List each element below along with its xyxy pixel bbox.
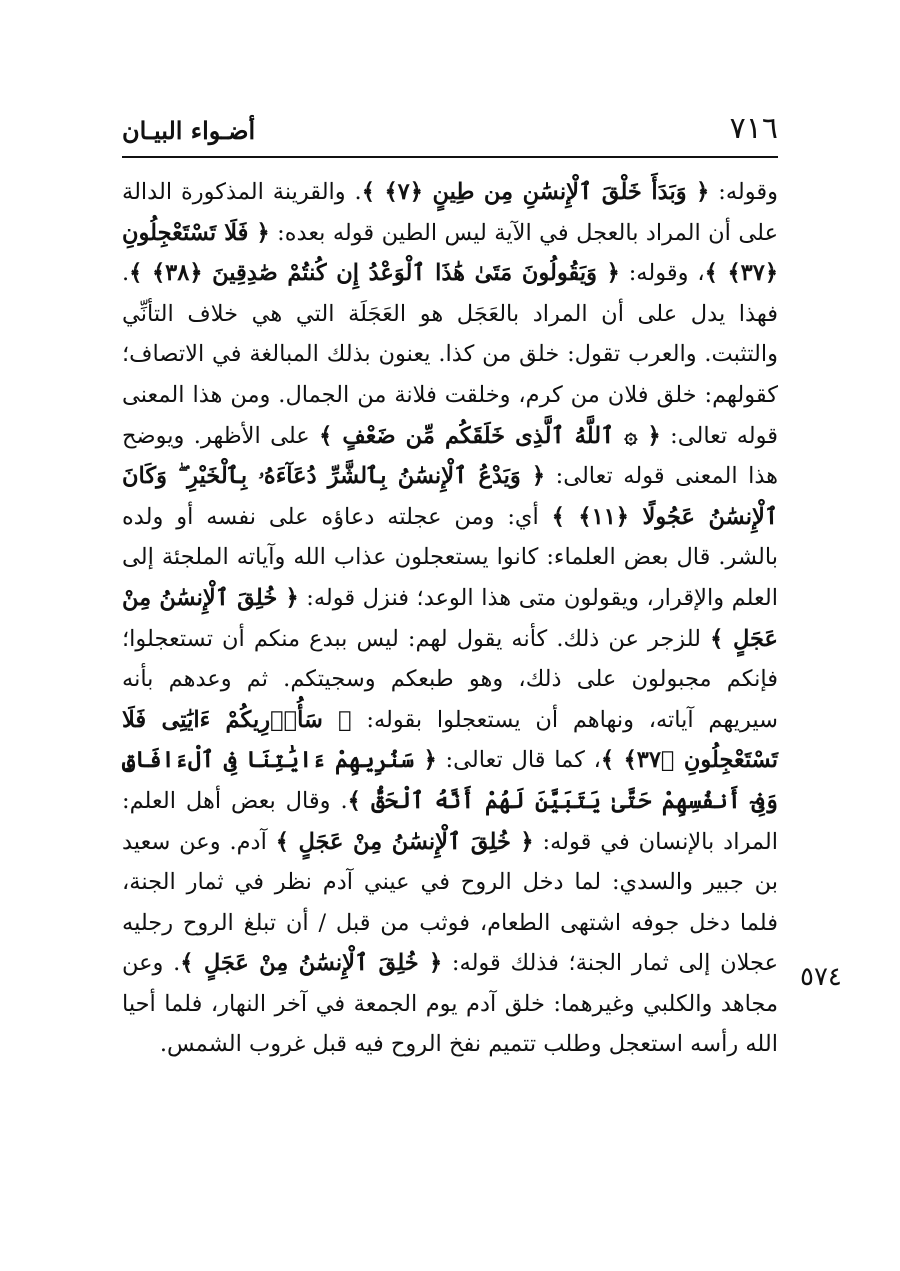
quran-verse: ﴿ خُلِقَ ٱلْإِنسَٰنُ مِنْ عَجَلٍ ﴾ <box>122 584 778 652</box>
margin-page-number: ٥٧٤ <box>800 962 842 992</box>
body-text-segment: وقوله: <box>709 179 778 205</box>
header-rule <box>122 156 778 158</box>
body-text-segment: . والقرينة المذكورة الدالة على أن المراد بالعجل في الآية ليس الطين قوله بعده: <box>122 179 778 246</box>
page-header <box>122 110 778 154</box>
quran-verse: ﴿ سَأُو۟رِيكُمْ ءَايَٰتِى فَلَا تَسْتَعْجِلُونِ ﴿٣٧﴾ ﴾ <box>122 706 778 774</box>
body-text-segment: . فهذا يدل على أن المراد بالعَجَل هو العَجَلَة التي هي خلاف التأنِّي والتثبت. والعرب تقول: خلق من كذا. يعنون بذلك المبالغة في الاتصاف؛ كقولهم: خلق فلان من كرم، وخلقت فلانة من الجمال. ومن هذا المعنى قوله تعالى: <box>122 260 778 449</box>
quran-verse: ﴿ وَيَقُولُونَ مَتَىٰ هَٰذَا ٱلْوَعْدُ إِن كُنتُمْ صَٰدِقِينَ ﴿٣٨﴾ ﴾ <box>129 260 620 287</box>
quran-verse: ﴿ سَنُرِيهِمْ ءَايَٰتِنَا فِى ٱلْءَافَاقِ وَفِىٓ أَنفُسِهِمْ حَتَّىٰ يَتَبَيَّنَ لَهُمْ أَنَّهُ ٱلْحَقُّ ﴾ <box>122 747 778 814</box>
body-text-segment: على الأظهر. ويوضح هذا المعنى قوله تعالى: <box>122 422 779 490</box>
quran-verse: ﴿ وَيَدْعُ ٱلْإِنسَٰنُ بِٱلشَّرِّ دُعَآءَهُۥ بِٱلْخَيْرِ ۖ وَكَانَ ٱلْإِنسَٰنُ عَجُولًا ﴿١١﴾ ﴾ <box>122 463 779 530</box>
body-text <box>122 172 778 1065</box>
quran-verse: ﴿ ۞ ٱللَّهُ ٱلَّذِى خَلَقَكُم مِّن ضَعْفٍ ﴾ <box>319 422 661 449</box>
quran-verse: ﴿ فَلَا تَسْتَعْجِلُونِ ﴿٣٧﴾ ﴾ <box>122 219 778 287</box>
quran-verse: ﴿ خُلِقَ ٱلْإِنسَٰنُ مِنْ عَجَلٍ ﴾ <box>180 950 443 977</box>
body-text-segment: للزجر عن ذلك. كأنه يقول لهم: ليس ببدع منكم أن تستعجلوا؛ فإنكم مجبولون على ذلك، وهو طبعكم وسجيتكم. ثم وعدهم بأنه سيريهم آياته، ونهاهم أن يستعجلوا بقوله: <box>122 625 779 733</box>
page-number: ٧١٦ <box>729 111 778 146</box>
quran-verse: ﴿ خُلِقَ ٱلْإِنسَٰنُ مِنْ عَجَلٍ ﴾ <box>275 828 534 855</box>
body-text-segment: . وقال بعض أهل العلم: المراد بالإنسان في قوله: <box>122 787 778 855</box>
body-text-segment: . وعن مجاهد والكلبي وغيرهما: خلق آدم يوم الجمعة في آخر النهار، فلما أحيا الله رأسه استعجل وطلب تتميم نفخ الروح فيه قبل غروب الشمس. <box>122 950 778 1058</box>
book-title: أضـواء البيـان <box>122 116 256 145</box>
body-text-segment: أي: ومن عجلته دعاؤه على نفسه أو ولده بالشر. قال بعض العلماء: كانوا يستعجلون عذاب الله وآياته الملجئة إلى العلم والإقرار، ويقولون متى هذا الوعد؛ فنزل قوله: <box>122 503 778 611</box>
body-text-segment: ، كما قال تعالى: <box>436 747 601 774</box>
quran-verse: ﴿ وَبَدَأَ خَلْقَ ٱلْإِنسَٰنِ مِن طِينٍ ﴿٧﴾ ﴾ <box>361 179 710 205</box>
body-text-segment: ، وقوله: <box>619 260 705 287</box>
body-text-segment: آدم. وعن سعيد بن جبير والسدي: لما دخل الروح في عيني آدم نظر في ثمار الجنة، فلما دخل جوفه اشتهى الطعام، فوثب من قبل / أن تبلغ الروح رجليه عجلان إلى ثمار الجنة؛ فذلك قوله: <box>122 828 778 977</box>
